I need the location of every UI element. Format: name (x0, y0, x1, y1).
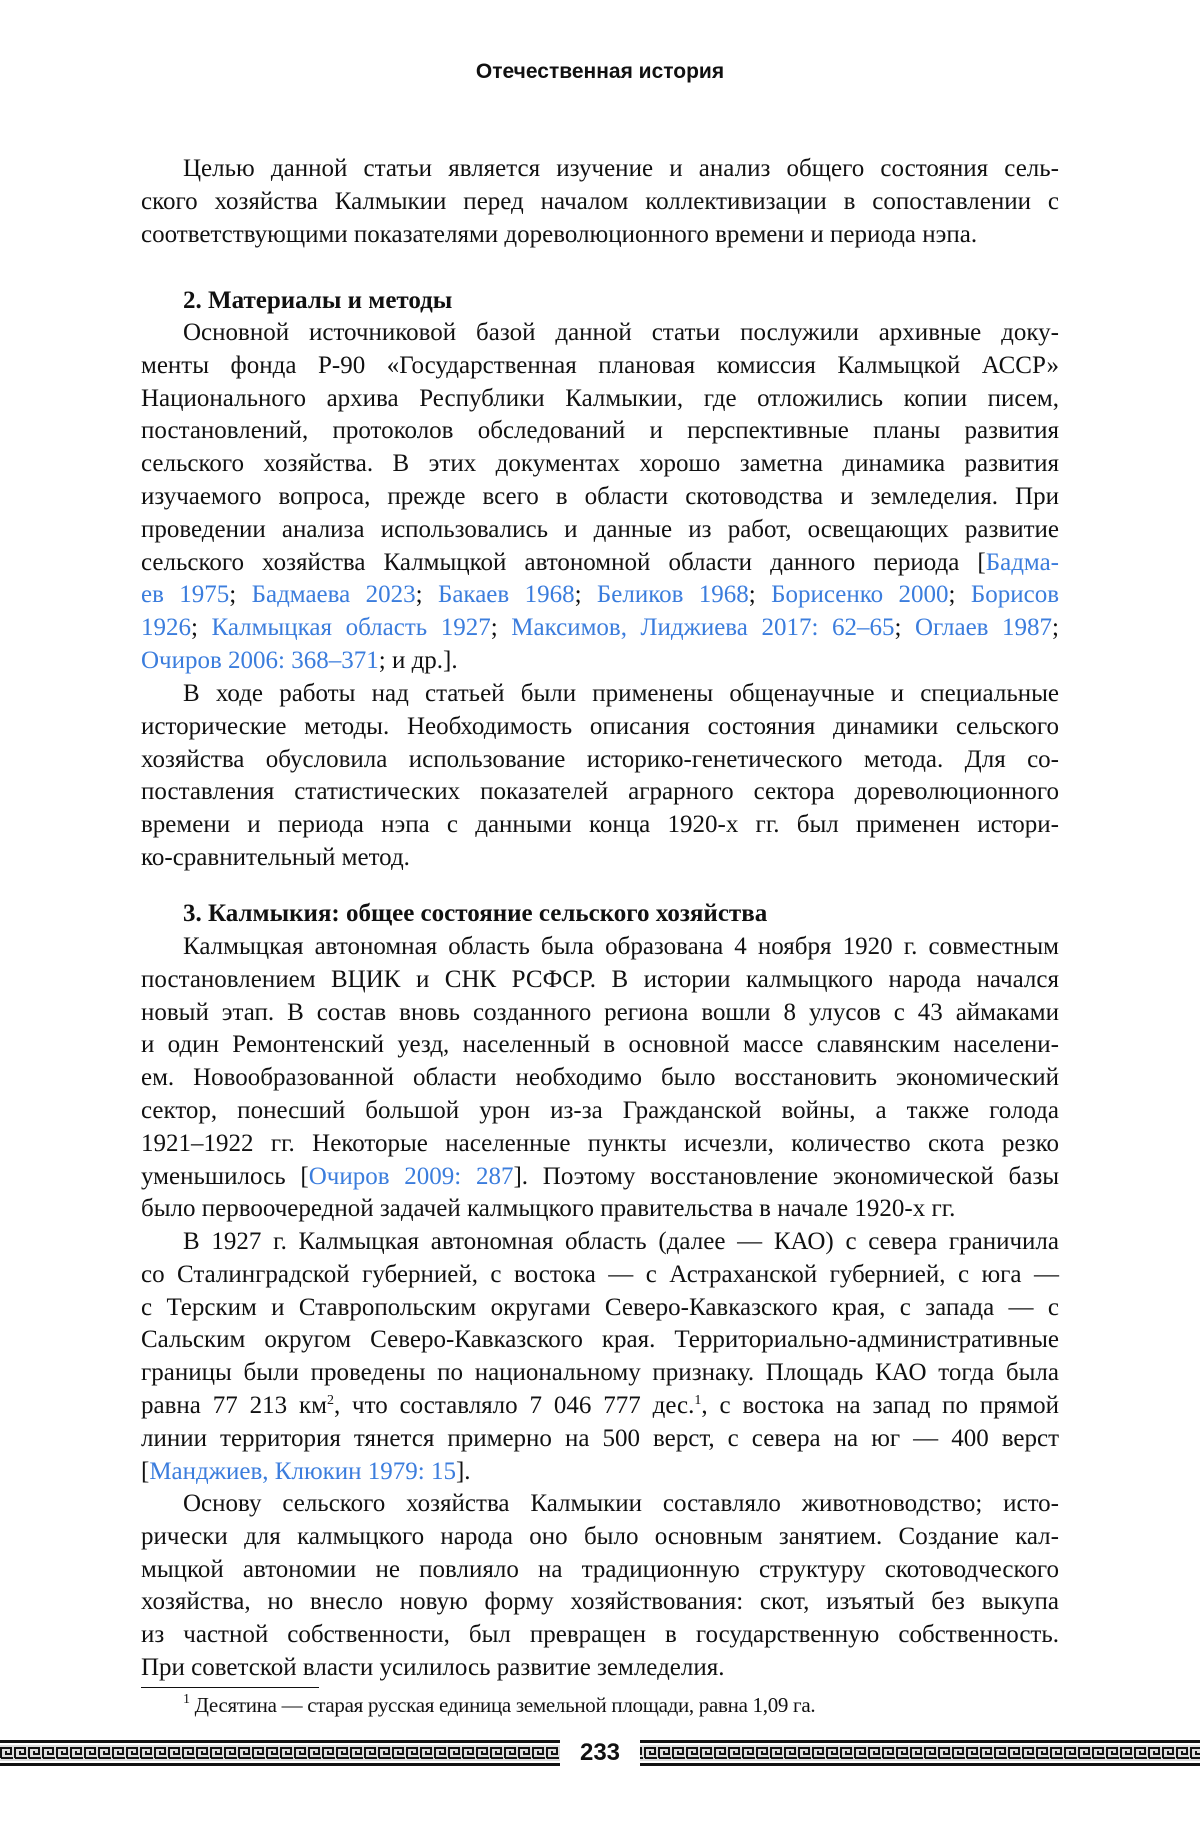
text-run: , с востока на запад по прямой (701, 1391, 1059, 1419)
text-run: сельского хозяйства Калмыцкой автономной области данного периода [ (141, 548, 986, 576)
text-run: равна 77 213 км (141, 1391, 327, 1419)
text-line (141, 186, 1059, 219)
paragraph (141, 317, 1059, 678)
text-run: Целью данной статьи является изучение и анализ общего состояния сель- (183, 155, 1059, 182)
text-line (141, 317, 1059, 350)
text-line (141, 678, 1059, 711)
text-line (141, 898, 1059, 931)
text-line (141, 1292, 1059, 1325)
text-line (141, 1259, 1059, 1292)
text-line (141, 1521, 1059, 1554)
text-line (141, 383, 1059, 416)
paragraph (141, 153, 1059, 251)
text-line (141, 1554, 1059, 1587)
section-heading (141, 285, 1059, 318)
text-run: границы были проведены по национальному признаку. Площадь КАО тогда была (141, 1359, 1059, 1387)
text-line (141, 1357, 1059, 1390)
citation-link[interactable]: Бадмаева 2023 (251, 581, 416, 609)
text-run: ; (415, 581, 438, 609)
text-run: В ходе работы над статьей были применены общенаучные и специальные (183, 680, 1059, 707)
text-line (141, 448, 1059, 481)
text-run: мыцкой автономии не повлияло на традиционную структуру скотоводческого (141, 1555, 1059, 1583)
page-number: 233 (560, 1738, 640, 1768)
text-run: ; (191, 614, 212, 642)
text-line (141, 1128, 1059, 1161)
text-line (141, 711, 1059, 744)
citation-link[interactable]: Калмыцкая область 1927 (211, 614, 491, 642)
text-run: ем. Новообразованной области необходимо было восстановить экономический (141, 1064, 1059, 1092)
footnote-rule (141, 1687, 319, 1688)
text-run: и один Ремонтенский уезд, населенный в основной массе славянским населени- (141, 1031, 1059, 1059)
text-line (141, 219, 1059, 252)
text-line (141, 645, 1059, 678)
text-run: ко-сравнительный метод. (141, 843, 410, 871)
text-line (141, 1390, 1059, 1423)
text-run: При советской власти усилилось развитие земледелия. (141, 1653, 725, 1681)
text-run: со Сталинградской губернией, с востока — с Астраханской губернией, с юга — (141, 1260, 1059, 1288)
text-line (141, 744, 1059, 777)
text-line (141, 809, 1059, 842)
text-line (141, 1226, 1059, 1259)
text-run: времени и периода нэпа с данными конца 1920-х гг. был применен истори- (141, 811, 1059, 839)
text-line (141, 1095, 1059, 1128)
text-line (141, 1324, 1059, 1357)
citation-link[interactable]: Максимов, Лиджиева 2017: 62–65 (511, 614, 895, 642)
paragraph (141, 931, 1059, 1226)
footnote-marker: 1 (694, 1392, 702, 1408)
text-run: , что составляло 7 046 777 дес. (333, 1391, 695, 1419)
text-run: изучаемого вопроса, прежде всего в области скотоводства и земледелия. При (141, 482, 1059, 510)
text-run: ; (948, 581, 971, 609)
footnote-marker: 2 (326, 1392, 334, 1408)
text-run: 2. Материалы и методы (183, 286, 453, 314)
paragraph (141, 678, 1059, 875)
text-line (141, 964, 1059, 997)
text-run: ; (748, 581, 772, 609)
text-line (141, 547, 1059, 580)
text-line (141, 350, 1059, 383)
citation-link[interactable]: Борисов (970, 581, 1059, 609)
text-run: постановлений, протоколов обследований и перспективные планы развития (141, 417, 1059, 445)
text-run: линии территория тянется примерно на 500 верст, с севера на юг — 400 верст (141, 1424, 1059, 1452)
citation-link[interactable]: Оглаев 1987 (914, 614, 1053, 642)
citation-link[interactable]: Беликов 1968 (596, 581, 749, 609)
text-run: Десятина — старая русская единица земельной площади, равна 1,09 га. (189, 1693, 816, 1717)
paragraph (141, 1226, 1059, 1488)
text-line (141, 514, 1059, 547)
text-line (141, 612, 1059, 645)
text-run: 1921–1922 гг. Некоторые населенные пункты исчезли, количество скота резко (141, 1129, 1059, 1157)
text-line (141, 415, 1059, 448)
text-line (141, 1062, 1059, 1095)
text-line (141, 481, 1059, 514)
text-run: соответствующими показателями дореволюционного времени и периода нэпа. (141, 220, 978, 248)
text-run: новый этап. В состав вновь созданного региона вошли 8 улусов с 43 аймаками (141, 998, 1059, 1026)
citation-link[interactable]: Очиров 2009: 287 (308, 1162, 514, 1190)
text-run: ]. (455, 1457, 471, 1485)
text-line (141, 1423, 1059, 1456)
text-run: В 1927 г. Калмыцкая автономная область (далее — КАО) с севера граничила (183, 1228, 1059, 1255)
text-run: хозяйства обусловила использование историко-генетического метода. Для со- (141, 745, 1059, 773)
footnote-marker: 1 (183, 1692, 190, 1707)
text-line (141, 1619, 1059, 1652)
paragraph (141, 1488, 1059, 1685)
text-run: менты фонда Р-90 «Государственная плановая комиссия Калмыцкой АССР» (141, 351, 1059, 379)
text-line (141, 1488, 1059, 1521)
text-line (141, 1689, 1059, 1722)
text-line (141, 285, 1059, 318)
text-line (141, 1652, 1059, 1685)
text-run: Сальским округом Северо-Кавказского края. Территориально-административные (141, 1326, 1059, 1354)
citation-link[interactable]: Манджиев, Клюкин 1979: 15 (149, 1457, 456, 1485)
text-run: Калмыцкая автономная область была образована 4 ноября 1920 г. совместным (183, 933, 1059, 960)
text-line (141, 153, 1059, 186)
text-line (141, 579, 1059, 612)
footnote (141, 1689, 1059, 1722)
text-line (141, 931, 1059, 964)
text-run: ; и др.]. (378, 646, 458, 674)
text-run: исторические методы. Необходимость описания состояния динамики сельского (141, 712, 1059, 740)
text-run: рически для калмыцкого народа оно было основным занятием. Создание кал- (141, 1522, 1059, 1550)
text-line (141, 1456, 1059, 1489)
text-run: [ (141, 1457, 150, 1485)
text-run: ; (894, 614, 915, 642)
section-heading (141, 898, 1059, 931)
citation-link[interactable]: ев 1975 (141, 581, 230, 609)
text-run: ; (574, 581, 597, 609)
citation-link[interactable]: Очиров 2006: 368–371 (141, 646, 379, 674)
citation-link[interactable]: Бакаев 1968 (437, 581, 575, 609)
text-run: постановлением ВЦИК и СНК РСФСР. В истории калмыцкого народа начался (141, 965, 1059, 993)
text-run: уменьшилось [ (141, 1162, 309, 1190)
text-run: Основу сельского хозяйства Калмыкии составляло животноводство; исто- (183, 1490, 1059, 1517)
text-line (141, 1161, 1059, 1194)
text-run: хозяйства, но внесло новую форму хозяйствования: скот, изъятый без выкупа (141, 1588, 1059, 1616)
text-run: проведении анализа использовались и данные из работ, освещающих развитие (141, 515, 1059, 543)
citation-link[interactable]: Бадма- (985, 548, 1059, 576)
running-head: Отечественная история (475, 60, 725, 83)
text-run: сектор, понесший большой урон из-за Гражданской войны, а также голода (141, 1096, 1059, 1124)
text-run: ; (229, 581, 252, 609)
text-line (141, 1193, 1059, 1226)
text-run: 3. Калмыкия: общее состояние сельского хозяйства (183, 900, 768, 927)
text-run: сельского хозяйства. В этих документах хорошо заметна динамика развития (141, 450, 1059, 478)
text-line (141, 842, 1059, 875)
text-run: Основной источниковой базой данной статьи послужили архивные доку- (183, 319, 1059, 346)
text-line (141, 776, 1059, 809)
text-run: поставления статистических показателей аграрного сектора дореволюционного (141, 778, 1059, 806)
text-line (141, 1586, 1059, 1619)
text-run: из частной собственности, был превращен в государственную собственность. (141, 1621, 1059, 1649)
text-run: с Терским и Ставропольским округами Северо-Кавказского края, с запада — с (141, 1293, 1059, 1321)
text-run: ского хозяйства Калмыкии перед началом коллективизации в сопоставлении с (141, 187, 1059, 215)
text-run: было первоочередной задачей калмыцкого правительства в начале 1920-х гг. (141, 1195, 956, 1223)
text-run: Национального архива Республики Калмыкии, где отложились копии писем, (141, 384, 1059, 412)
text-run: ; (1052, 614, 1059, 642)
text-run: ; (490, 614, 512, 642)
text-line (141, 1029, 1059, 1062)
text-run: ]. Поэтому восстановление экономической базы (513, 1162, 1060, 1190)
citation-link[interactable]: 1926 (141, 614, 191, 642)
citation-link[interactable]: Борисенко 2000 (771, 581, 949, 609)
text-line (141, 997, 1059, 1030)
